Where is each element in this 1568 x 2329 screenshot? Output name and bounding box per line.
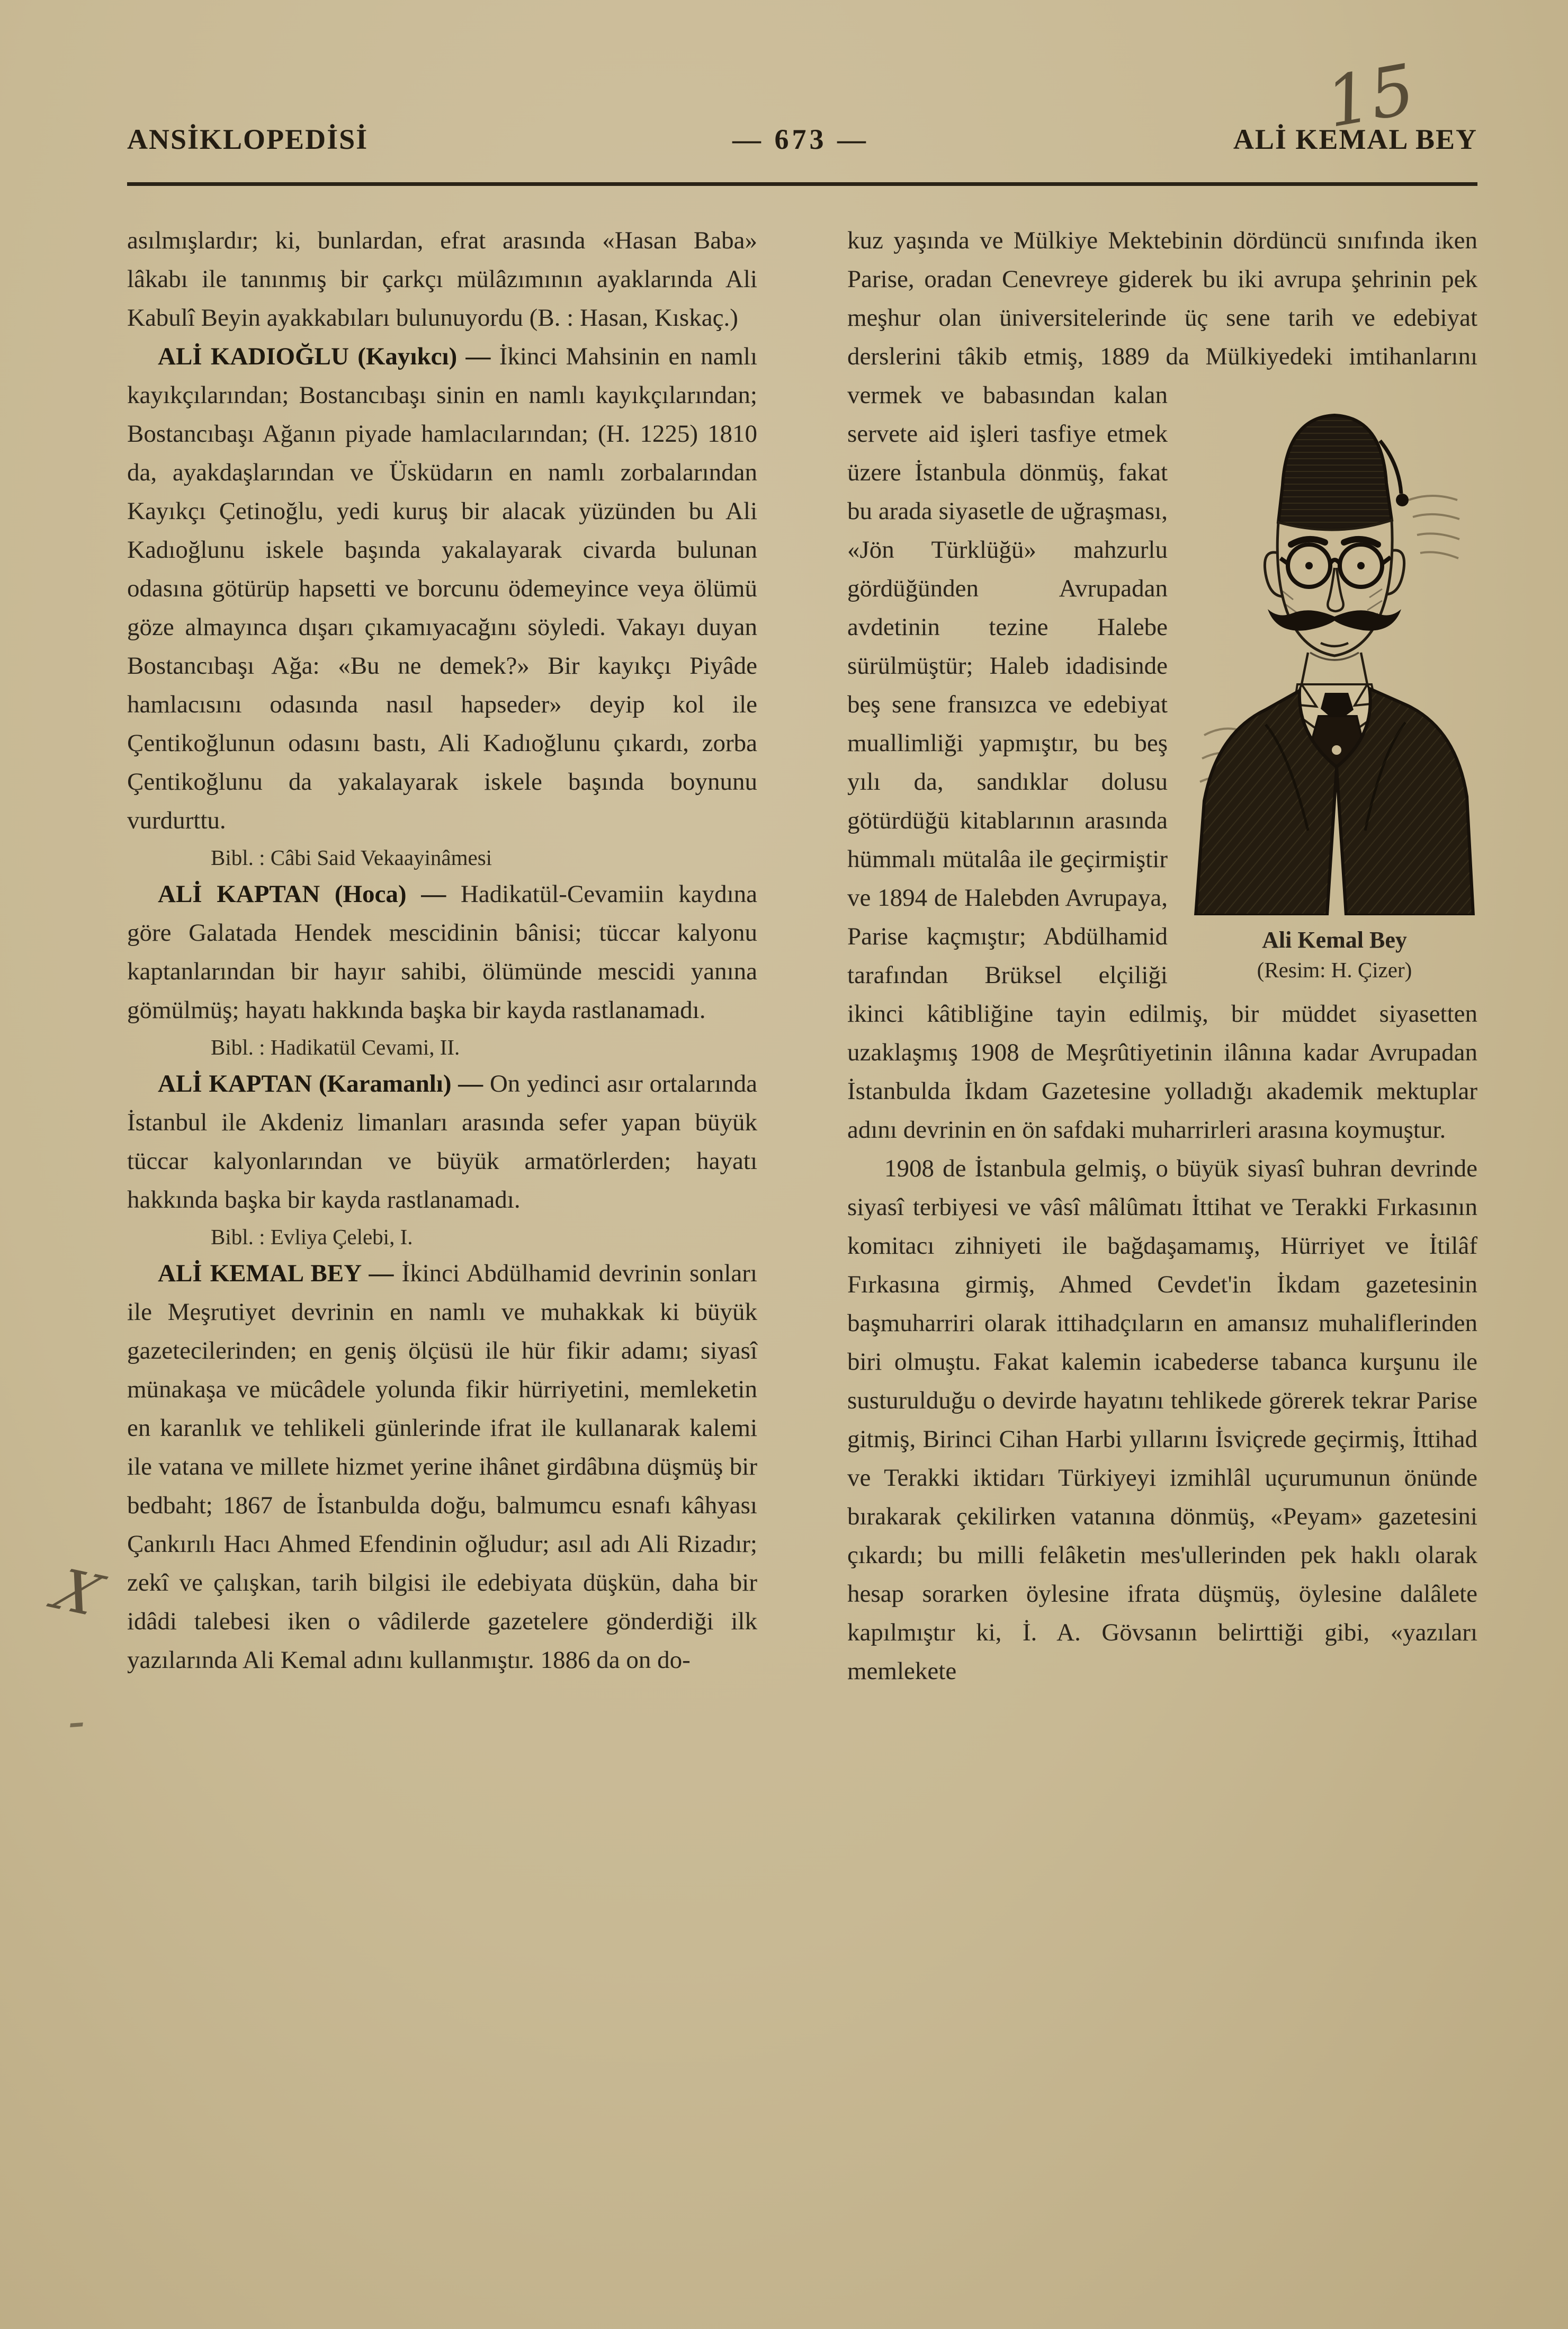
entry-text: İkinci Abdülhamid devrinin sonları ile Meşrutiyet devrinin en namlı ve muhakkak ki büyük gazetecilerinden; en geniş ölçüsü ile hür fikir adamı; siyasî münakaşa ve mücâdele yolunda fikir hürriyetini, memleketin en karanlık ve tehlikeli günlerinde ifrat ile kullanarak kalemi ile vatana ve millete hizmet yerine ihânet girdâbına düşmüş bir bedbaht; 1867 de İstanbulda doğu, balmumcu esnafı kâhyası Çankırılı Hacı Ahmed Efendinin oğludur; asıl adı Ali Rizadır; zekî ve çalışkan, tarih bilgisi ile edebiyata düşkün, daha bir idâdi talebesi iken o vâdilerde gazetelere gönderdiği ilk yazılarında Ali Kemal adını kullanmıştır. 1886 da on do- [127, 1260, 757, 1674]
figure-caption-name: Ali Kemal Bey [1262, 927, 1407, 953]
portrait-illustration [1191, 386, 1477, 915]
handwritten-x-mark: X [43, 1558, 112, 1628]
two-column-body [127, 221, 1477, 2297]
portrait-figure [1191, 386, 1477, 984]
handwritten-corner-mark: 15 [1320, 48, 1421, 144]
entry-headword: ALİ KAPTAN (Karamanlı) — [158, 1070, 483, 1097]
entry-ali-kaptan-karamanli [127, 1065, 757, 1219]
right-paragraph-2: 1908 de İstanbula gelmiş, o büyük siyasî buhran devrinde siyasî terbiyesi ve vâsî mâlûmatı İttihat ve Terakki Fırkasının komitacı zihniyeti ile bağdaşamamış, Hürriyet ve İtilâf Fırkasına girmiş, Ahmed Cevdet'in İkdam gazetesinin başmuharriri olarak ittihadçıların en amansız muhaliflerinden biri olmuştu. Fakat kalemin icabederse tabanca kurşunu ile susturulduğu o devirde hayatını tehlikede görerek tekrar Parise gitmiş, Birinci Cihan Harbi yıllarını İsviçrede geçirmiş, İttihad ve Terakki iktidarı Türkiyeyi izmihlâl uçurumunun önünde bırakarak çekilirken vatanına dönmüş, «Peyam» gazetesini çıkardı; bu milli felâketin mes'ullerinden pek haklı olarak hesap sorarken öylesine ifrata düşmüş, öylesine dalâlete kapılmıştır ki, İ. A. Gövsanın belirttiği gibi, «yazıları memlekete [847, 1155, 1477, 1685]
paragraph-text: imtihanlarını vermek ve babasından kalan servete aid işleri tasfiye etmek üzere İstanbula dönmüş, fakat bu arada siyasetle de uğraşması, «Jön Türklüğü» mahzurlu gördüğünden Avrupadan avdetinin tezine Halebe sürülmüştür; Haleb idadisinde beş sene fransızca ve edebiyat muallimliği yapmıştır, bu beş yılı da, sandıklar dolusu götürdüğü kitablarının arasında hümmalı mütalâa ile geçirmiştir ve 1894 de Halebden Avrupaya, Parise kaçmıştır; Abdülhamid tarafından Brüksel elçiliği ikinci kâtibliğine tayin edilmiş, bir müddet siyasetten uzaklaşmış 1908 de Meşrûtiyetinin ilânına kadar Avrupadan İstanbulda İkdam Gazetesine yolladığı akademik mektuplar adını devrinin en ön safdaki muharrirleri arasına koymuştur. [847, 343, 1478, 1144]
entry-text: İkinci Mahsinin en namlı kayıkçılarından; Bostancıbaşı sinin en namlı kayıkçılarından; Bostancıbaşı Ağanın piyade hamlacılarından; (H. 1225) 1810 da, ayakdaşlarından ve Üsküdarın en namlı zorbalarından Kayıkçı Çetinoğlu, yedi kuruş bir alacak yüzünden bu Ali Kadıoğlunu iskele başında yakalayarak civarda bulunan odasına götürüp hapsetti ve borcunu ödemeyince veya ölümü göze almayınca dışarı çıkamıyacağını söyledi. Vakayı duyan Bostancıbaşı Ağa: «Bu ne demek?» Bir kayıkçı Piyâde hamlacısını odasında nasıl hapseder» deyip kol ile Çentikoğlunun odasını bastı, Ali Kadıoğlunu çıkardı, zorba Çentikoğlunu da yakalayarak iskele başında boynunu vurdurttu. [127, 343, 757, 834]
bibliography-line: Bibl. : Evliya Çelebi, I. [211, 1225, 413, 1249]
left-column [127, 221, 757, 2297]
continuation-paragraph: asılmışlardır; ki, bunlardan, efrat arasında «Hasan Baba» lâkabı ile tanınmış bir çarkçı mülâzımının ayaklarında Ali Kabulî Beyin ayakkabıları bulunuyordu (B. : Hasan, Kıskaç.) [127, 227, 757, 332]
entry-text: On yedinci asır ortalarında İstanbul ile Akdeniz limanları arasında sefer yapan büyük tüccar kalyonlarından ve büyük armatörlerden; hayatı hakkında başka bir kayda rastlanamadı. [127, 1070, 758, 1213]
entry-headword: ALİ KAPTAN (Hoca) — [158, 880, 446, 908]
right-paragraph-1 [847, 221, 1477, 1149]
header-title-left: ANSİKLOPEDİSİ [127, 123, 369, 155]
entry-ali-kadioglu [127, 337, 757, 840]
header-title-right: ALİ KEMAL BEY [1233, 123, 1477, 155]
page-number: — 673 — [732, 123, 870, 155]
paragraph-text: kuz yaşında ve Mülkiye Mektebinin dördüncü sınıfında iken Parise, oradan Cenevreye giderek bu iki avrupa şehrinin pek meşhur olan üniversitelerinde üç sene tarih ve edebiyat derslerini tâkib etmiş, 1889 da Mülkiyedeki [847, 227, 1477, 370]
header-rule [127, 182, 1477, 186]
entry-ali-kemal-bey [127, 1254, 757, 1680]
entry-ali-kaptan-hoca [127, 875, 757, 1030]
handwritten-dash-mark: - [66, 1692, 87, 1751]
figure-caption-credit: (Resim: H. Çizer) [1257, 958, 1412, 982]
bibliography-line: Bibl. : Hadikatül Cevami, II. [211, 1035, 460, 1059]
entry-text: Hadikatül-Cevamiin kaydına göre Galatada Hendek mescidinin bânisi; tüccar kalyonu kaptanlarından bir hayır sahibi, ölümünde mescidi yanına gömülmüş; hayatı hakkında başka bir kayda rastlanamadı. [127, 880, 758, 1024]
bibliography-line: Bibl. : Câbi Said Vekaayinâmesi [211, 845, 492, 870]
page-header [127, 123, 1477, 156]
entry-headword: ALİ KADIOĞLU (Kayıkcı) — [158, 343, 491, 370]
entry-headword: ALİ KEMAL BEY — [158, 1260, 394, 1287]
right-column [847, 221, 1477, 2297]
